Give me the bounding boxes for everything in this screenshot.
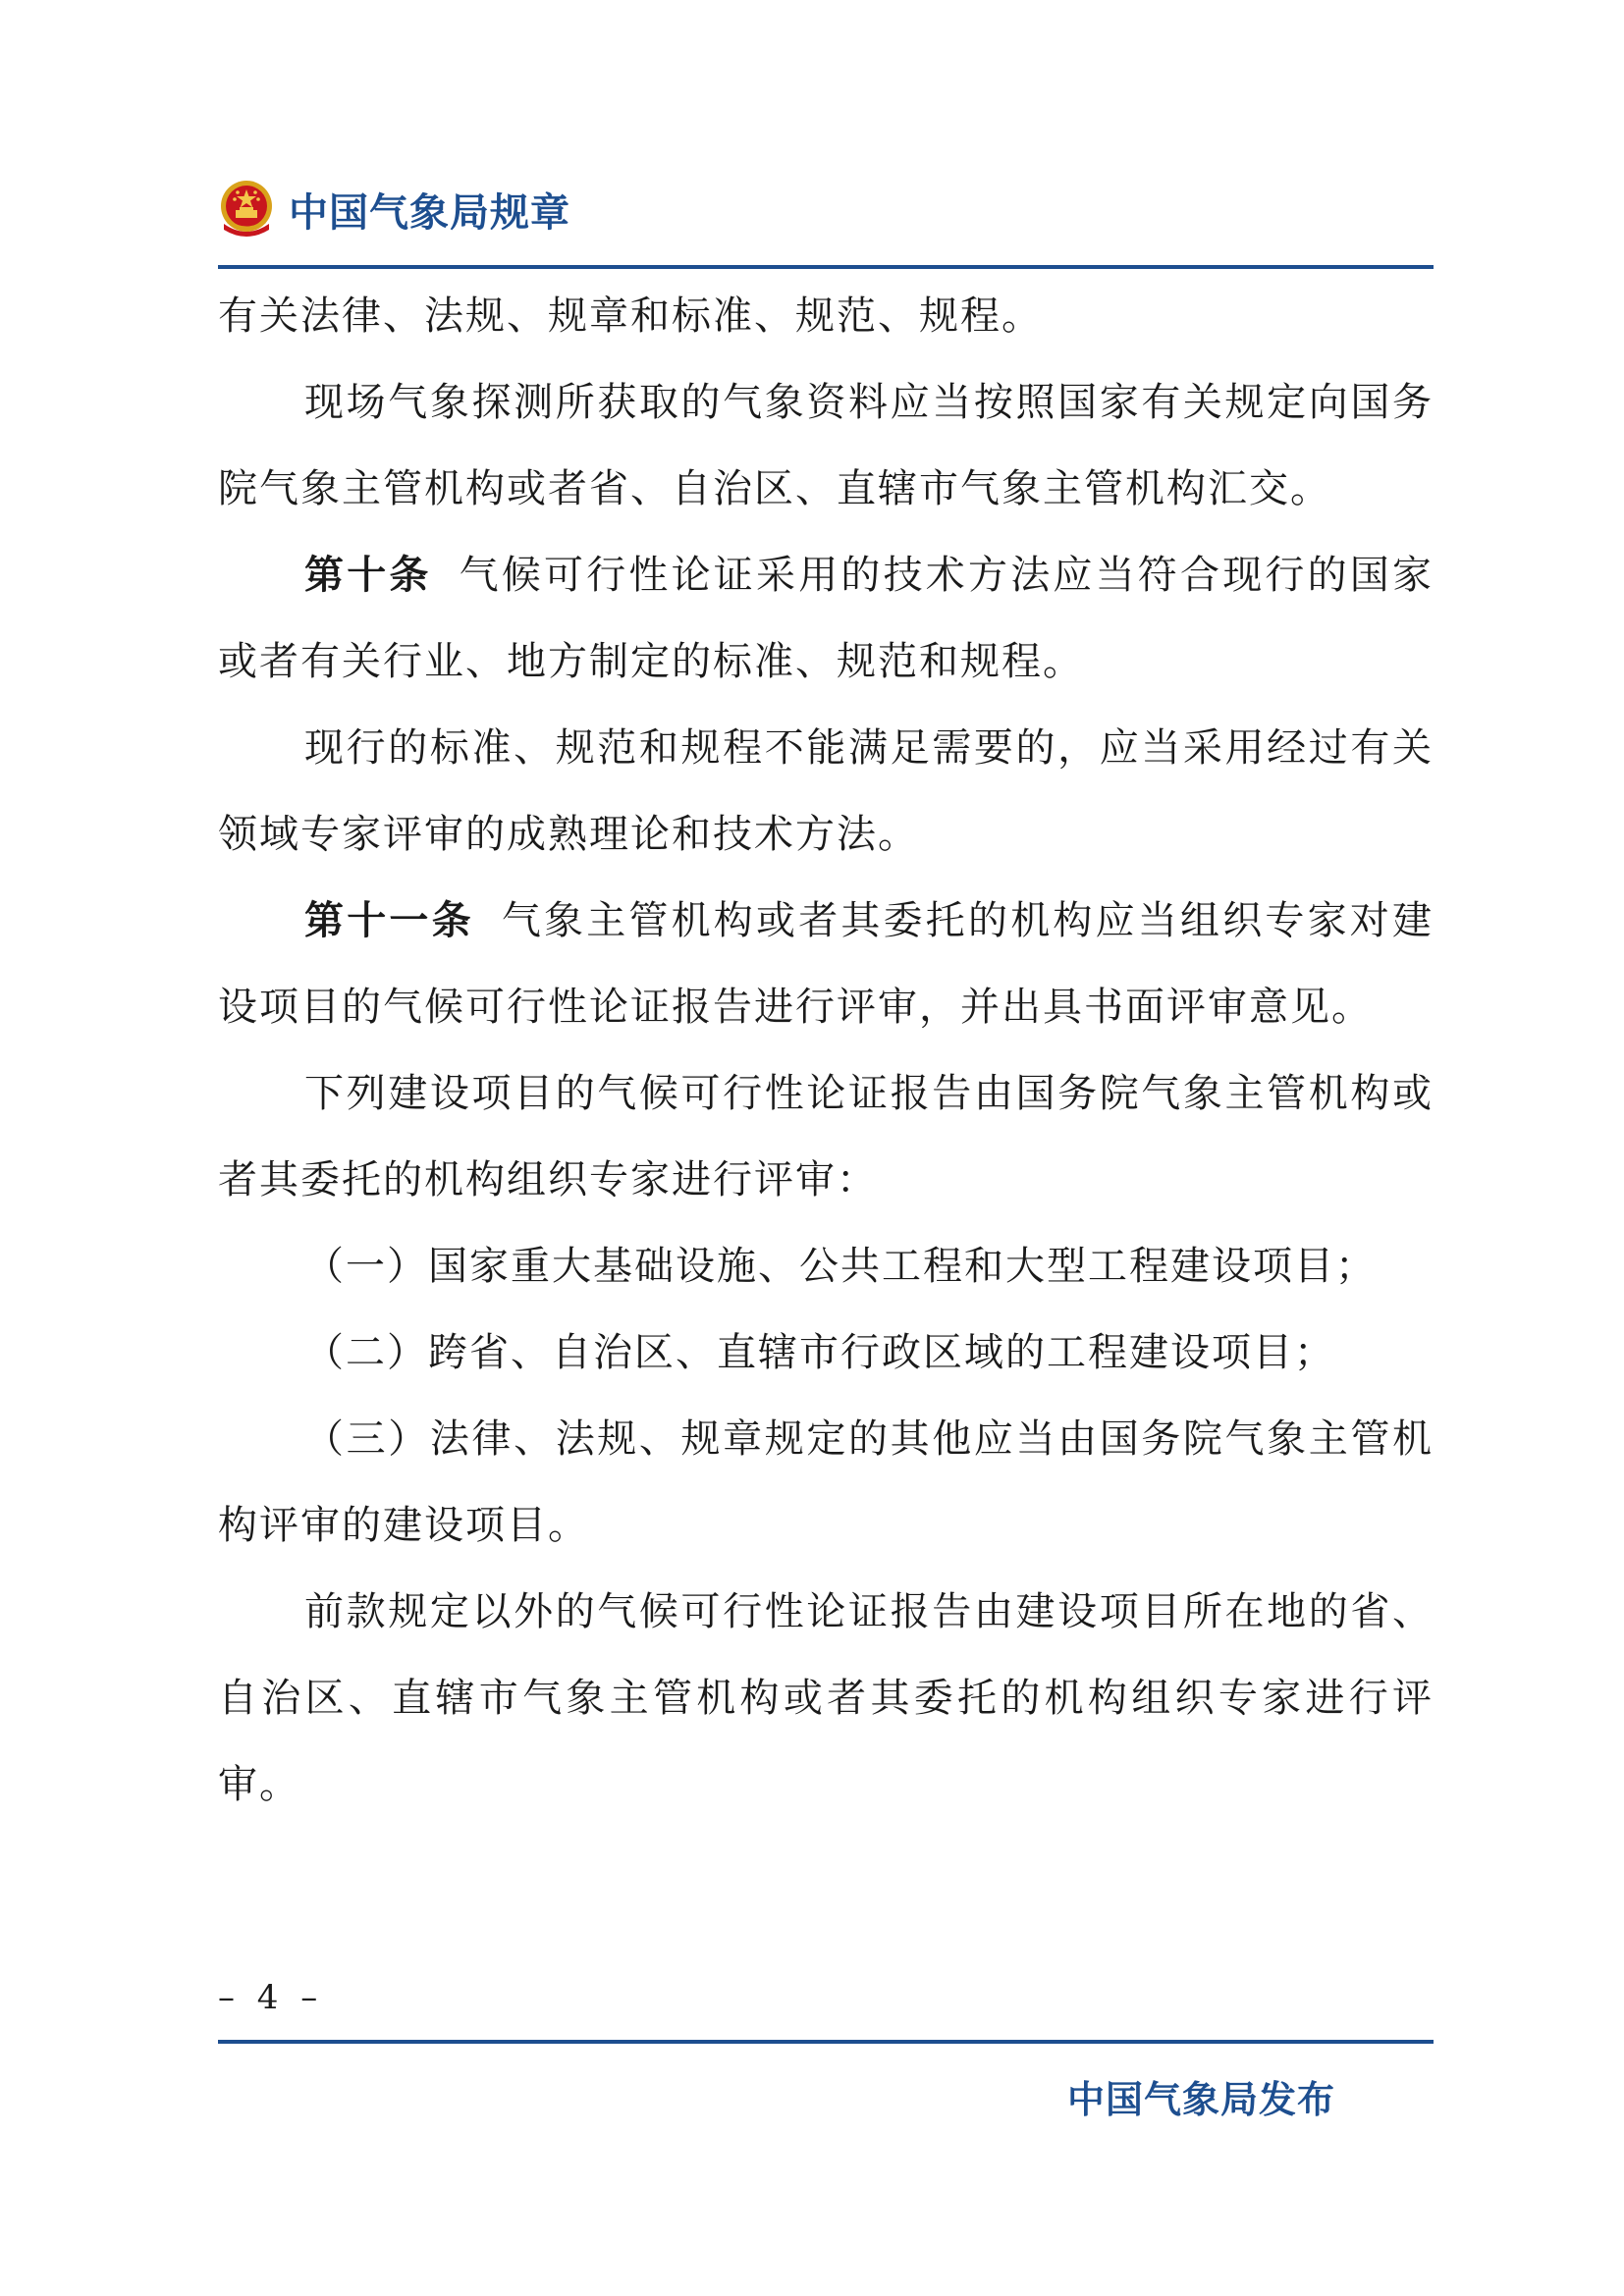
list-item-1: （一）国家重大基础设施、公共工程和大型工程建设项目； [304, 1244, 1377, 1289]
paragraph-other-reports: 前款规定以外的气候可行性论证报告由建设项目所在地的省、自治区、直辖市气象主管机构或者其委托的机构组织专家进行评审。 [218, 1589, 1434, 1807]
document-header [218, 175, 570, 243]
article-10 [218, 532, 1434, 705]
article-10-label: 第十条 [304, 553, 432, 598]
header-title: 中国气象局规章 [289, 189, 570, 236]
paragraph-methods: 现行的标准、规范和规程不能满足需要的，应当采用经过有关领域专家评审的成熟理论和技术方法。 [218, 725, 1434, 857]
footer-divider [218, 2040, 1434, 2044]
page-number: – 4 – [218, 1978, 324, 2017]
article-11 [218, 878, 1434, 1050]
paragraph-data-submission: 现场气象探测所获取的气象资料应当按照国家有关规定向国务院气象主管机构或者省、自治区、直辖市气象主管机构汇交。 [218, 380, 1434, 511]
national-emblem-icon [218, 179, 275, 240]
header-divider [218, 265, 1434, 269]
list-item-3: （三）法律、法规、规章规定的其他应当由国务院气象主管机构评审的建设项目。 [218, 1416, 1434, 1548]
footer-publisher: 中国气象局发布 [1066, 2078, 1335, 2121]
article-11-label: 第十一条 [304, 898, 474, 943]
list-item-2: （二）跨省、自治区、直辖市行政区域的工程建设项目； [304, 1330, 1335, 1375]
paragraph-continuation: 有关法律、法规、规章和标准、规范、规程。 [218, 294, 1043, 339]
article-10-text: 气候可行性论证采用的技术方法应当符合现行的国家或者有关行业、地方制定的标准、规范和规程。 [218, 553, 1435, 684]
article-11-text: 气象主管机构或者其委托的机构应当组织专家对建设项目的气候可行性论证报告进行评审，并出具书面评审意见。 [218, 898, 1435, 1030]
document-body [218, 273, 1434, 1828]
paragraph-projects-list-intro: 下列建设项目的气候可行性论证报告由国务院气象主管机构或者其委托的机构组织专家进行评审： [218, 1071, 1434, 1202]
